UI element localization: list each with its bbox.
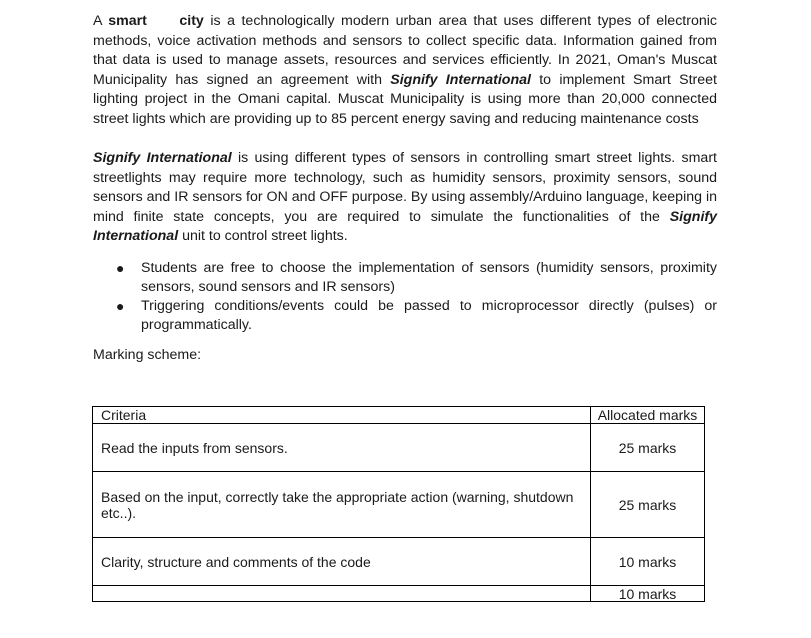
intro-smart: smart [108,13,147,29]
criteria-cell: Clarity, structure and comments of the code [93,538,591,586]
marking-scheme-label: Marking scheme: [93,346,202,363]
criteria-cell: Read the inputs from sensors. [93,424,591,472]
list-item-text: Students are free to choose the implementation of sensors (humidity sensors, proximity sensors, sound sensors and IR sensors) [141,259,717,295]
list-item [116,297,717,335]
task-paragraph [93,149,717,247]
marks-cell: 10 marks [591,538,705,586]
header-criteria: Criteria [93,407,591,424]
marking-table [92,406,705,602]
list-item [116,259,717,297]
requirements-list [93,259,717,335]
intro-paragraph [93,12,717,129]
marks-cell: 10 marks [591,586,705,602]
intro-company: Signify International [390,71,531,88]
intro-text: is a technologically modern urban area that uses different types of electronic methods, voice activation methods and sensors to collect specific data. Information gained from that data is used to manage assets, resources and services efficiently. In 2021, Oman's Muscat Municipality has signed an agreement with [93,13,717,88]
table-row [93,424,705,472]
marks-cell: 25 marks [591,424,705,472]
intro-pre: A [93,13,109,29]
intro-tail: to implement Smart Street lighting project in the Omani capital. Muscat Municipality is using more than 20,000 connected street lights which are providing up to 85 percent energy saving and reducing maintenance costs [93,71,717,127]
table-row [93,538,705,586]
list-item-text: Triggering conditions/events could be passed to microprocessor directly (pulses) or programmatically. [141,297,717,333]
bullet-icon: ● [116,297,125,314]
task-company-2: Signify International [93,208,717,244]
document-body [93,12,717,365]
table-header-row [93,407,705,424]
marks-cell: 25 marks [591,472,705,538]
task-text: is using different types of sensors in controlling smart street lights. smart streetlights may require more technology, such as humidity sensors, proximity sensors, sound sensors and IR sensors for ON and OFF purpose. By using assembly/Arduino language, keeping in mind finite state concepts, you are required to simulate the functionalities of the [93,150,717,225]
criteria-cell [93,586,591,602]
criteria-cell: Based on the input, correctly take the appropriate action (warning, shutdown etc..). [93,472,591,538]
intro-city: city [179,13,204,29]
header-marks: Allocated marks [591,407,705,424]
task-tail: unit to control street lights. [178,228,348,244]
table-row [93,472,705,538]
task-company: Signify International [93,150,232,166]
bullet-icon: ● [116,259,125,276]
table-row [93,586,705,602]
